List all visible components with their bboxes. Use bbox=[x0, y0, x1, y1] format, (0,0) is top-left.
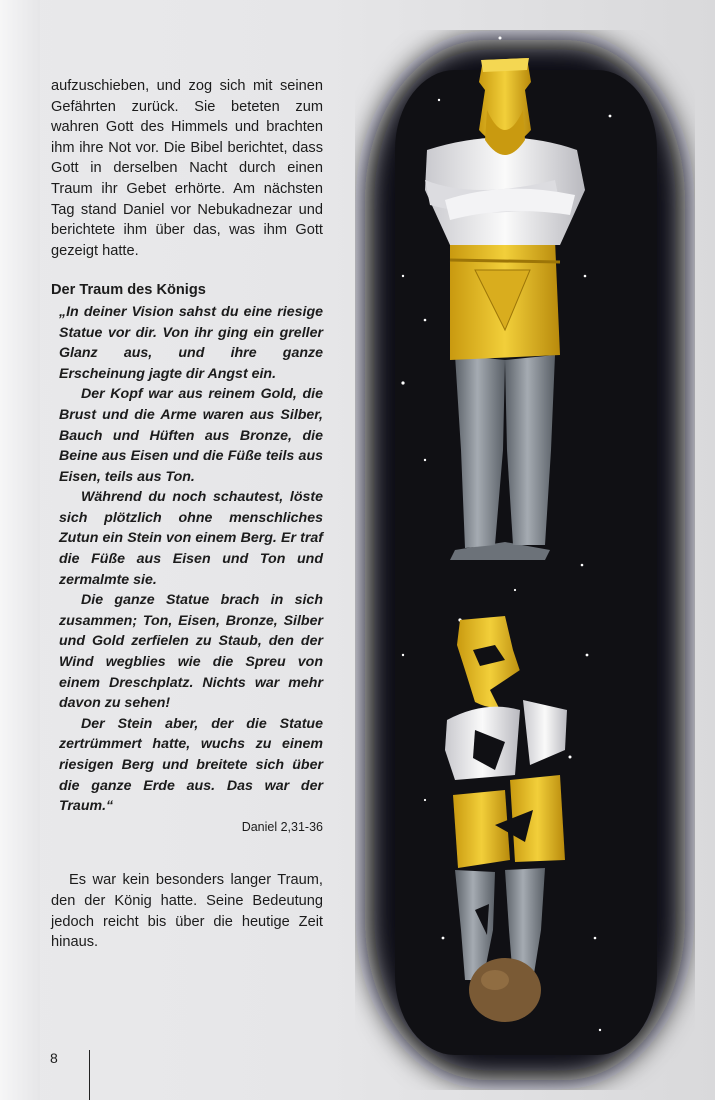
body-paragraph-2: Es war kein besonders langer Traum, den der König hatte. Seine Bedeutung jedoch reicht bis über die heutige Zeit hinaus. bbox=[51, 872, 323, 951]
scripture-reference: Daniel 2,31-36 bbox=[241, 819, 323, 834]
quote-paragraph-3: Während du noch schautest, löste sich plötzlich ohne menschliches Zutun ein Stein von einem Berg. Er traf die Füße aus Eisen und Ton und zermalmte sie. bbox=[59, 489, 323, 588]
quote-paragraph-2: Der Kopf war aus reinem Gold, die Brust und die Arme waren aus Silber, Bauch und Hüften aus Bronze, die Beine aus Eisen und die Füße teils aus Eisen, teils aus Ton. bbox=[59, 386, 323, 485]
page-number: 8 bbox=[50, 1050, 58, 1066]
quote-paragraph-4: Die ganze Statue brach in sich zusammen; Ton, Eisen, Bronze, Silber und Gold zerfielen zu Staub, den der Wind wegblies wie die Spreu von einem Dreschplatz. Nichts war mehr davon zu sehen! bbox=[59, 592, 323, 712]
text-column bbox=[51, 76, 323, 953]
statue-illustration bbox=[355, 30, 695, 1090]
section-heading: Der Traum des Königs bbox=[51, 282, 206, 299]
quote-paragraph-1: „In deiner Vision sahst du eine riesige Statue vor dir. Von ihr ging ein greller Glanz aus, und ihre ganze Erscheinung jagte dir Angst ein. bbox=[59, 303, 323, 382]
page-divider-line bbox=[89, 1050, 90, 1100]
body-paragraph-1: aufzuschieben, und zog sich mit seinen Gefährten zurück. Sie beteten zum wahren Gott des Himmels und brachten ihm ihre Not vor. Die Bibel berichtet, dass Gott in derselben Nacht durch einen Traum ihr Gebet erhörte. Am nächsten Tag stand Daniel vor Nebukadnezar und berichtete ihm über das, was ihm Gott gezeigt hatte. bbox=[51, 78, 323, 259]
quote-paragraph-5: Der Stein aber, der die Statue zertrümmert hatte, wuchs zu einem riesigen Berg und breitete sich über die ganze Erde aus. Das war der Traum.“ bbox=[59, 715, 323, 815]
